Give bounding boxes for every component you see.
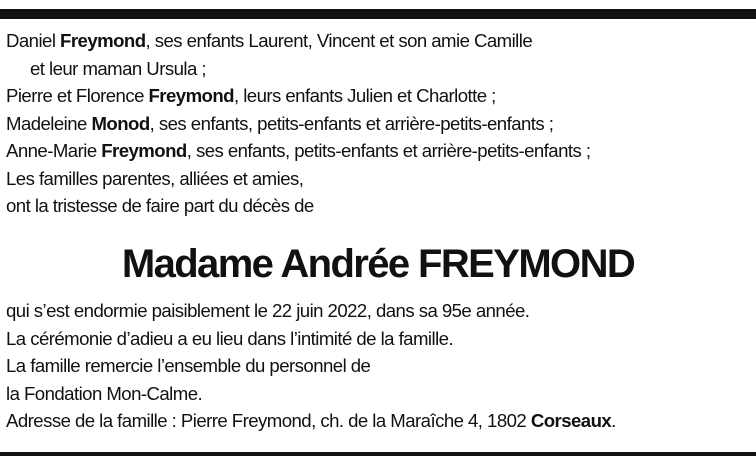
family-line: Les familles parentes, alliées et amies, <box>6 167 304 189</box>
closing-text <box>6 297 756 435</box>
address-town: Corseaux <box>530 410 612 431</box>
family-line: ont la tristesse de faire part du décès de <box>6 195 314 216</box>
bottom-border-rule <box>0 452 756 456</box>
family-line: Madeleine Monod, ses enfants, petits-enfants et arrière-petits-enfants ; <box>6 112 554 134</box>
family-line: Pierre et Florence Freymond, leurs enfants Julien et Charlotte ; <box>6 85 496 106</box>
family-line: et leur maman Ursula ; <box>30 57 206 79</box>
closing-line: La cérémonie d’adieu a eu lieu dans l’intimité de la famille. <box>6 327 454 349</box>
closing-line: qui s’est endormie paisiblement le 22 juin 2022, dans sa 95e année. <box>6 300 530 321</box>
family-line: Daniel Freymond, ses enfants Laurent, Vincent et son amie Camille <box>6 30 533 51</box>
closing-line: la Fondation Mon-Calme. <box>6 382 203 404</box>
family-announcement <box>6 27 756 220</box>
family-address: Adresse de la famille : Pierre Freymond, ch. de la Maraîche 4, 1802 Corseaux. <box>6 410 616 431</box>
surname: Monod <box>91 112 150 134</box>
surname: Freymond <box>101 140 187 161</box>
surname: Freymond <box>148 85 234 106</box>
top-border-rule <box>0 9 756 19</box>
surname: Freymond <box>60 30 146 51</box>
deceased-name-heading: Madame Andrée FREYMOND <box>121 242 635 286</box>
family-line: Anne-Marie Freymond, ses enfants, petits-enfants et arrière-petits-enfants ; <box>6 140 591 161</box>
closing-line: La famille remercie l’ensemble du personnel de <box>6 355 371 376</box>
